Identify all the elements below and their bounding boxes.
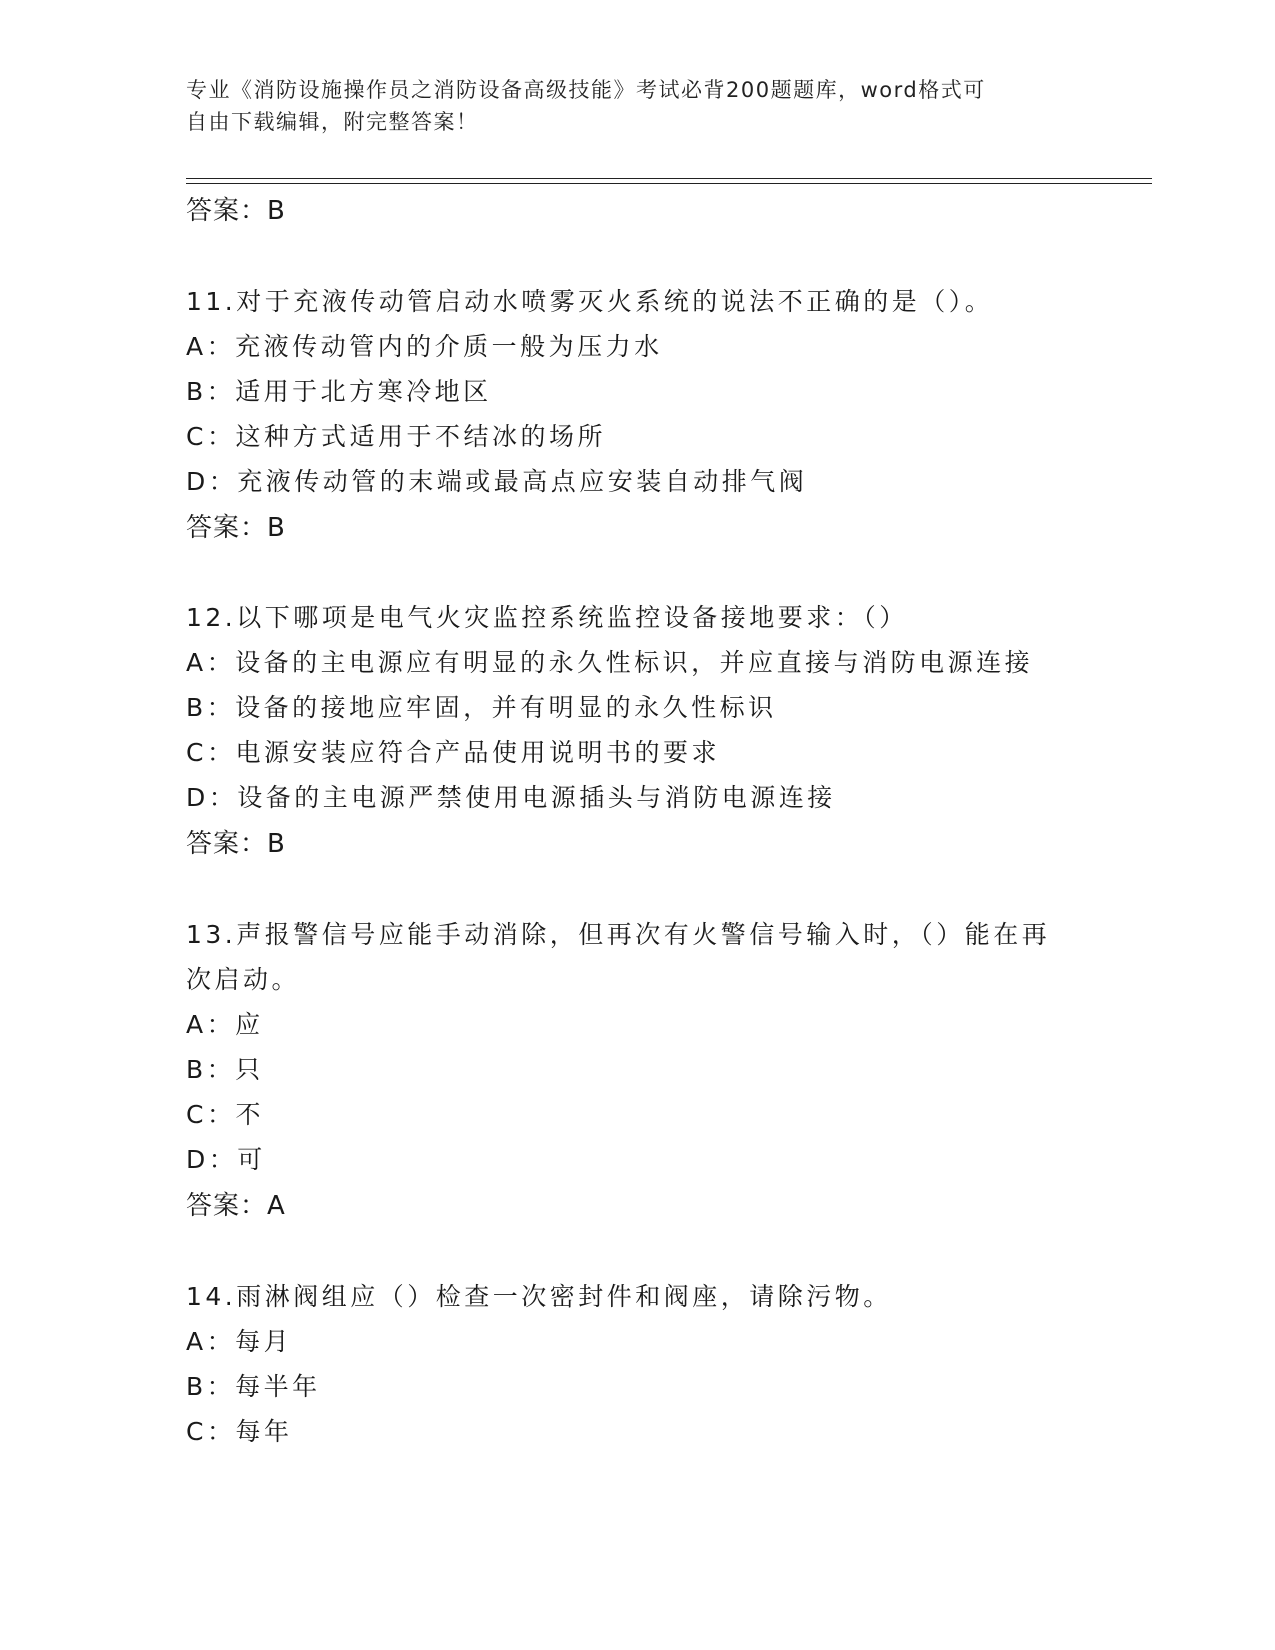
question-11-option-d: D：充液传动管的末端或最高点应安装自动排气阀 bbox=[186, 467, 808, 496]
question-11-option-a: A：充液传动管内的介质一般为压力水 bbox=[186, 332, 663, 361]
question-14-option-b: B：每半年 bbox=[186, 1372, 321, 1401]
question-13-option-d: D：可 bbox=[186, 1145, 266, 1174]
question-14-option-a: A：每月 bbox=[186, 1327, 293, 1356]
question-14-option-c: C：每年 bbox=[186, 1417, 293, 1446]
header-rule-top bbox=[186, 178, 1152, 179]
question-13-option-c: C：不 bbox=[186, 1100, 264, 1129]
document-header bbox=[186, 74, 1086, 138]
header-rule-bottom bbox=[186, 183, 1152, 184]
question-14-stem: 14.雨淋阀组应（）检查一次密封件和阀座，请除污物。 bbox=[186, 1282, 892, 1311]
answer-line: 答案：B bbox=[186, 196, 286, 226]
question-13-answer: 答案：A bbox=[186, 1191, 286, 1221]
question-11-option-c: C：这种方式适用于不结冰的场所 bbox=[186, 422, 606, 451]
question-12-option-a: A：设备的主电源应有明显的永久性标识，并应直接与消防电源连接 bbox=[186, 648, 1034, 677]
question-12-answer: 答案：B bbox=[186, 829, 286, 859]
question-12-stem: 12.以下哪项是电气火灾监控系统监控设备接地要求：（） bbox=[186, 603, 908, 632]
header-line-2: 自由下载编辑，附完整答案！ bbox=[186, 110, 479, 134]
question-13-option-b: B：只 bbox=[186, 1055, 264, 1084]
question-13-option-a: A：应 bbox=[186, 1010, 264, 1039]
question-12-option-b: B：设备的接地应牢固，并有明显的永久性标识 bbox=[186, 693, 777, 722]
question-12-option-d: D：设备的主电源严禁使用电源插头与消防电源连接 bbox=[186, 783, 836, 812]
question-13-stem-continued: 次启动。 bbox=[186, 965, 301, 994]
question-13-stem: 13.声报警信号应能手动消除，但再次有火警信号输入时，（）能在再 bbox=[186, 920, 1051, 949]
question-11-stem: 11.对于充液传动管启动水喷雾灭火系统的说法不正确的是（）。 bbox=[186, 287, 994, 316]
header-line-1: 专业《消防设施操作员之消防设备高级技能》考试必背200题题库，word格式可 bbox=[186, 78, 986, 102]
question-12-option-c: C：电源安装应符合产品使用说明书的要求 bbox=[186, 738, 720, 767]
question-11-option-b: B：适用于北方寒冷地区 bbox=[186, 377, 492, 406]
question-11-answer: 答案：B bbox=[186, 513, 286, 543]
